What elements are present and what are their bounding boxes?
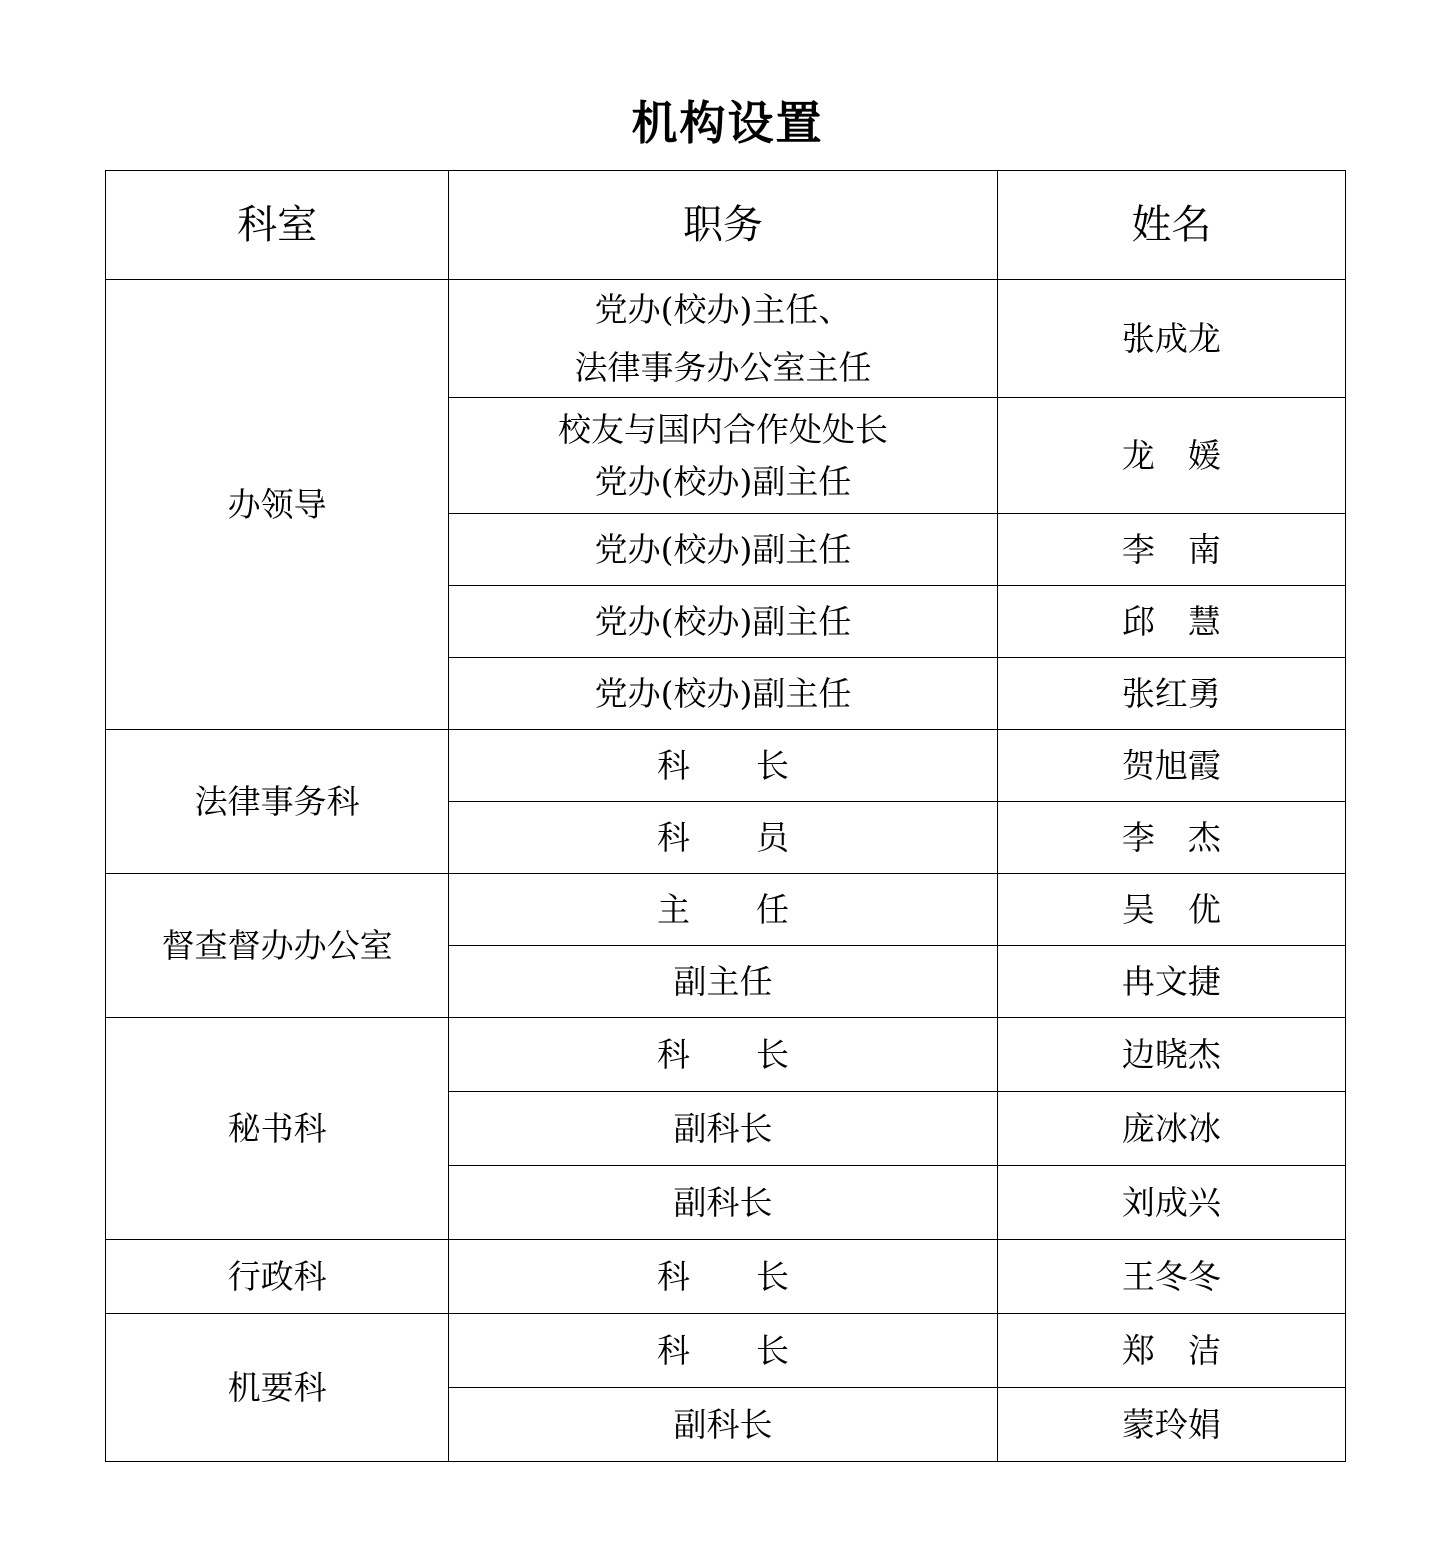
position-cell: 党办(校办)副主任 — [449, 586, 997, 658]
name-cell: 贺旭霞 — [997, 730, 1345, 802]
position-cell: 党办(校办)主任、 法律事务办公室主任 — [449, 280, 997, 398]
position-cell: 主 任 — [449, 874, 997, 946]
position-cell: 科 长 — [449, 1018, 997, 1092]
header-name: 姓名 — [997, 171, 1345, 280]
department-cell: 行政科 — [106, 1240, 449, 1314]
name-cell: 蒙玲娟 — [997, 1388, 1345, 1462]
department-cell: 督查督办办公室 — [106, 874, 449, 1018]
name-cell: 刘成兴 — [997, 1166, 1345, 1240]
name-cell: 吴 优 — [997, 874, 1345, 946]
table-row — [106, 1314, 1346, 1388]
department-cell: 机要科 — [106, 1314, 449, 1462]
department-cell: 办领导 — [106, 280, 449, 730]
name-cell: 李 杰 — [997, 802, 1345, 874]
position-cell: 党办(校办)副主任 — [449, 514, 997, 586]
position-cell: 副科长 — [449, 1388, 997, 1462]
name-cell: 李 南 — [997, 514, 1345, 586]
position-cell: 副科长 — [449, 1166, 997, 1240]
header-position: 职务 — [449, 171, 997, 280]
header-department: 科室 — [106, 171, 449, 280]
position-cell: 校友与国内合作处处长 党办(校办)副主任 — [449, 398, 997, 514]
position-cell: 科 长 — [449, 1314, 997, 1388]
table-row — [106, 280, 1346, 398]
table-row — [106, 730, 1346, 802]
name-cell: 郑 洁 — [997, 1314, 1345, 1388]
table-row — [106, 1018, 1346, 1092]
table-row — [106, 874, 1346, 946]
name-cell: 龙 媛 — [997, 398, 1345, 514]
position-cell: 科 长 — [449, 1240, 997, 1314]
position-cell: 副主任 — [449, 946, 997, 1018]
department-cell: 秘书科 — [106, 1018, 449, 1240]
organization-table — [105, 170, 1346, 1462]
position-cell: 党办(校办)副主任 — [449, 658, 997, 730]
name-cell: 边晓杰 — [997, 1018, 1345, 1092]
name-cell: 张红勇 — [997, 658, 1345, 730]
department-cell: 法律事务科 — [106, 730, 449, 874]
position-cell: 副科长 — [449, 1092, 997, 1166]
page-title: 机构设置 — [631, 96, 824, 150]
table-row — [106, 1240, 1346, 1314]
table-header-row — [106, 171, 1346, 280]
name-cell: 张成龙 — [997, 280, 1345, 398]
position-cell: 科 员 — [449, 802, 997, 874]
name-cell: 王冬冬 — [997, 1240, 1345, 1314]
name-cell: 冉文捷 — [997, 946, 1345, 1018]
name-cell: 邱 慧 — [997, 586, 1345, 658]
name-cell: 庞冰冰 — [997, 1092, 1345, 1166]
position-cell: 科 长 — [449, 730, 997, 802]
